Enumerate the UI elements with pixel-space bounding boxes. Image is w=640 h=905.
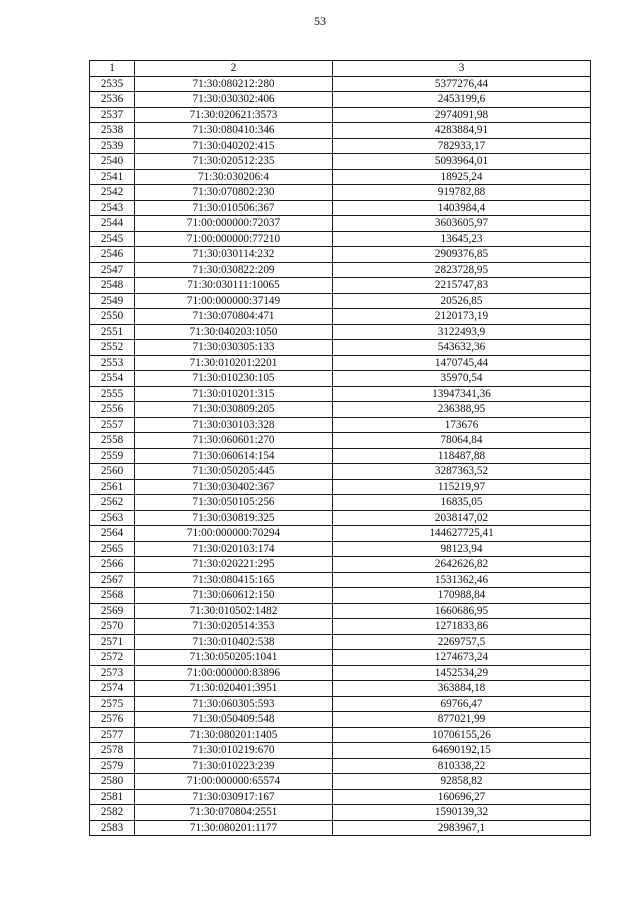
table-row (90, 371, 591, 387)
cadastral-number-cell: 71:30:050105:256 (135, 495, 333, 511)
value-cell: 1274673,24 (333, 650, 591, 666)
row-number-cell: 2560 (90, 464, 135, 480)
row-number-cell: 2575 (90, 696, 135, 712)
table-row (90, 712, 591, 728)
table-row (90, 634, 591, 650)
cadastral-number-cell: 71:30:060601:270 (135, 433, 333, 449)
row-number-cell: 2579 (90, 758, 135, 774)
row-number-cell: 2582 (90, 805, 135, 821)
table-row (90, 448, 591, 464)
value-cell: 144627725,41 (333, 526, 591, 542)
table-row (90, 355, 591, 371)
row-number-cell: 2565 (90, 541, 135, 557)
cadastral-number-cell: 71:30:040203:1050 (135, 324, 333, 340)
cadastral-number-cell: 71:30:060614:154 (135, 448, 333, 464)
value-cell: 10706155,26 (333, 727, 591, 743)
cadastral-number-cell: 71:00:000000:77210 (135, 231, 333, 247)
value-cell: 64690192,15 (333, 743, 591, 759)
cadastral-number-cell: 71:30:030917:167 (135, 789, 333, 805)
cadastral-number-cell: 71:00:000000:83896 (135, 665, 333, 681)
value-cell: 1452534,29 (333, 665, 591, 681)
cadastral-number-cell: 71:30:030114:232 (135, 247, 333, 263)
row-number-cell: 2538 (90, 123, 135, 139)
cadastral-number-cell: 71:30:030819:325 (135, 510, 333, 526)
table-row (90, 805, 591, 821)
table-row (90, 402, 591, 418)
row-number-cell: 2535 (90, 76, 135, 92)
table-row (90, 92, 591, 108)
cadastral-number-cell: 71:30:040202:415 (135, 138, 333, 154)
cadastral-number-cell: 71:30:050205:1041 (135, 650, 333, 666)
table-row (90, 681, 591, 697)
value-cell: 69766,47 (333, 696, 591, 712)
table-row (90, 216, 591, 232)
row-number-cell: 2557 (90, 417, 135, 433)
row-number-cell: 2545 (90, 231, 135, 247)
cadastral-number-cell: 71:30:080201:1405 (135, 727, 333, 743)
value-cell: 4283884,91 (333, 123, 591, 139)
table-row (90, 464, 591, 480)
row-number-cell: 2561 (90, 479, 135, 495)
value-cell: 1531362,46 (333, 572, 591, 588)
row-number-cell: 2536 (90, 92, 135, 108)
row-number-cell: 2549 (90, 293, 135, 309)
row-number-cell: 2542 (90, 185, 135, 201)
value-cell: 1470745,44 (333, 355, 591, 371)
registry-table (89, 60, 591, 836)
row-number-cell: 2539 (90, 138, 135, 154)
value-cell: 3603605,97 (333, 216, 591, 232)
row-number-cell: 2537 (90, 107, 135, 123)
table-row (90, 665, 591, 681)
table-row (90, 417, 591, 433)
row-number-cell: 2562 (90, 495, 135, 511)
row-number-cell: 2567 (90, 572, 135, 588)
value-cell: 1271833,86 (333, 619, 591, 635)
cadastral-number-cell: 71:30:030809:205 (135, 402, 333, 418)
value-cell: 115219,97 (333, 479, 591, 495)
row-number-cell: 2546 (90, 247, 135, 263)
cadastral-number-cell: 71:00:000000:72037 (135, 216, 333, 232)
row-number-cell: 2554 (90, 371, 135, 387)
cadastral-number-cell: 71:30:010230:105 (135, 371, 333, 387)
cadastral-number-cell: 71:00:000000:37149 (135, 293, 333, 309)
column-header-1: 1 (90, 61, 135, 77)
cadastral-number-cell: 71:30:010223:239 (135, 758, 333, 774)
table-row (90, 123, 591, 139)
column-header-2: 2 (135, 61, 333, 77)
cadastral-number-cell: 71:30:050205:445 (135, 464, 333, 480)
table-row (90, 278, 591, 294)
table-row (90, 526, 591, 542)
row-number-cell: 2573 (90, 665, 135, 681)
value-cell: 1660686,95 (333, 603, 591, 619)
value-cell: 2642626,82 (333, 557, 591, 573)
table-row (90, 340, 591, 356)
table-row (90, 309, 591, 325)
cadastral-number-cell: 71:30:010201:2201 (135, 355, 333, 371)
row-number-cell: 2569 (90, 603, 135, 619)
table-row (90, 774, 591, 790)
value-cell: 2120173,19 (333, 309, 591, 325)
cadastral-number-cell: 71:30:020621:3573 (135, 107, 333, 123)
value-cell: 2823728,95 (333, 262, 591, 278)
value-cell: 13947341,36 (333, 386, 591, 402)
cadastral-number-cell: 71:30:060612:150 (135, 588, 333, 604)
cadastral-number-cell: 71:30:050409:548 (135, 712, 333, 728)
table-row (90, 154, 591, 170)
row-number-cell: 2553 (90, 355, 135, 371)
value-cell: 118487,88 (333, 448, 591, 464)
cadastral-number-cell: 71:30:080410:346 (135, 123, 333, 139)
value-cell: 20526,85 (333, 293, 591, 309)
value-cell: 16835,05 (333, 495, 591, 511)
cadastral-number-cell: 71:30:020512:235 (135, 154, 333, 170)
value-cell: 5377276,44 (333, 76, 591, 92)
value-cell: 13645,23 (333, 231, 591, 247)
value-cell: 919782,88 (333, 185, 591, 201)
cadastral-number-cell: 71:30:070804:2551 (135, 805, 333, 821)
cadastral-number-cell: 71:30:020514:353 (135, 619, 333, 635)
value-cell: 2909376,85 (333, 247, 591, 263)
table-body (90, 76, 591, 836)
row-number-cell: 2555 (90, 386, 135, 402)
value-cell: 2983967,1 (333, 820, 591, 836)
value-cell: 170988,84 (333, 588, 591, 604)
row-number-cell: 2568 (90, 588, 135, 604)
value-cell: 3122493,9 (333, 324, 591, 340)
cadastral-number-cell: 71:30:080201:1177 (135, 820, 333, 836)
row-number-cell: 2576 (90, 712, 135, 728)
table-row (90, 293, 591, 309)
row-number-cell: 2540 (90, 154, 135, 170)
row-number-cell: 2544 (90, 216, 135, 232)
cadastral-number-cell: 71:30:030305:133 (135, 340, 333, 356)
cadastral-number-cell: 71:00:000000:65574 (135, 774, 333, 790)
table-row (90, 650, 591, 666)
value-cell: 1590139,32 (333, 805, 591, 821)
table-row (90, 185, 591, 201)
cadastral-number-cell: 71:30:030103:328 (135, 417, 333, 433)
table-row (90, 247, 591, 263)
cadastral-number-cell: 71:30:030402:367 (135, 479, 333, 495)
table-row (90, 510, 591, 526)
table-row (90, 541, 591, 557)
cadastral-number-cell: 71:30:080212:280 (135, 76, 333, 92)
value-cell: 173676 (333, 417, 591, 433)
row-number-cell: 2543 (90, 200, 135, 216)
value-cell: 3287363,52 (333, 464, 591, 480)
row-number-cell: 2559 (90, 448, 135, 464)
value-cell: 35970,54 (333, 371, 591, 387)
row-number-cell: 2572 (90, 650, 135, 666)
value-cell: 877021,99 (333, 712, 591, 728)
value-cell: 2215747,83 (333, 278, 591, 294)
table-row (90, 743, 591, 759)
cadastral-number-cell: 71:30:060305:593 (135, 696, 333, 712)
table-row (90, 789, 591, 805)
row-number-cell: 2577 (90, 727, 135, 743)
table-row (90, 495, 591, 511)
cadastral-number-cell: 71:30:030111:10065 (135, 278, 333, 294)
value-cell: 236388,95 (333, 402, 591, 418)
table-row (90, 262, 591, 278)
row-number-cell: 2548 (90, 278, 135, 294)
row-number-cell: 2583 (90, 820, 135, 836)
cadastral-number-cell: 71:30:030822:209 (135, 262, 333, 278)
table-row (90, 433, 591, 449)
value-cell: 18925,24 (333, 169, 591, 185)
table-row (90, 588, 591, 604)
table-row (90, 76, 591, 92)
table-row (90, 386, 591, 402)
table-row (90, 200, 591, 216)
table-row (90, 138, 591, 154)
value-cell: 363884,18 (333, 681, 591, 697)
table-row (90, 557, 591, 573)
value-cell: 160696,27 (333, 789, 591, 805)
table-row (90, 696, 591, 712)
cadastral-number-cell: 71:30:010506:367 (135, 200, 333, 216)
row-number-cell: 2547 (90, 262, 135, 278)
row-number-cell: 2550 (90, 309, 135, 325)
value-cell: 2038147,02 (333, 510, 591, 526)
value-cell: 543632,36 (333, 340, 591, 356)
cadastral-number-cell: 71:00:000000:70294 (135, 526, 333, 542)
row-number-cell: 2541 (90, 169, 135, 185)
cadastral-number-cell: 71:30:020103:174 (135, 541, 333, 557)
table-row (90, 107, 591, 123)
table-row (90, 603, 591, 619)
table-row (90, 727, 591, 743)
value-cell: 98123,94 (333, 541, 591, 557)
value-cell: 1403984,4 (333, 200, 591, 216)
row-number-cell: 2570 (90, 619, 135, 635)
row-number-cell: 2551 (90, 324, 135, 340)
page-number: 53 (314, 14, 326, 28)
table-row (90, 572, 591, 588)
table-row (90, 169, 591, 185)
table-row (90, 619, 591, 635)
cadastral-number-cell: 71:30:020401:3951 (135, 681, 333, 697)
cadastral-number-cell: 71:30:010502:1482 (135, 603, 333, 619)
column-header-3: 3 (333, 61, 591, 77)
value-cell: 2974091,98 (333, 107, 591, 123)
row-number-cell: 2574 (90, 681, 135, 697)
row-number-cell: 2558 (90, 433, 135, 449)
table-row (90, 231, 591, 247)
table-row (90, 820, 591, 836)
cadastral-number-cell: 71:30:020221:295 (135, 557, 333, 573)
value-cell: 5093964,01 (333, 154, 591, 170)
cadastral-number-cell: 71:30:010402:538 (135, 634, 333, 650)
cadastral-number-cell: 71:30:070804:471 (135, 309, 333, 325)
cadastral-number-cell: 71:30:070802:230 (135, 185, 333, 201)
row-number-cell: 2578 (90, 743, 135, 759)
value-cell: 782933,17 (333, 138, 591, 154)
row-number-cell: 2564 (90, 526, 135, 542)
cadastral-number-cell: 71:30:010201:315 (135, 386, 333, 402)
table-row (90, 324, 591, 340)
row-number-cell: 2556 (90, 402, 135, 418)
row-number-cell: 2552 (90, 340, 135, 356)
cadastral-number-cell: 71:30:030206:4 (135, 169, 333, 185)
table-row (90, 479, 591, 495)
value-cell: 2269757,5 (333, 634, 591, 650)
value-cell: 2453199,6 (333, 92, 591, 108)
value-cell: 810338,22 (333, 758, 591, 774)
row-number-cell: 2571 (90, 634, 135, 650)
row-number-cell: 2563 (90, 510, 135, 526)
row-number-cell: 2581 (90, 789, 135, 805)
row-number-cell: 2580 (90, 774, 135, 790)
cadastral-number-cell: 71:30:030302:406 (135, 92, 333, 108)
table-header-row (90, 61, 591, 77)
cadastral-number-cell: 71:30:010219:670 (135, 743, 333, 759)
cadastral-number-cell: 71:30:080415:165 (135, 572, 333, 588)
value-cell: 92858,82 (333, 774, 591, 790)
table-row (90, 758, 591, 774)
row-number-cell: 2566 (90, 557, 135, 573)
value-cell: 78064,84 (333, 433, 591, 449)
